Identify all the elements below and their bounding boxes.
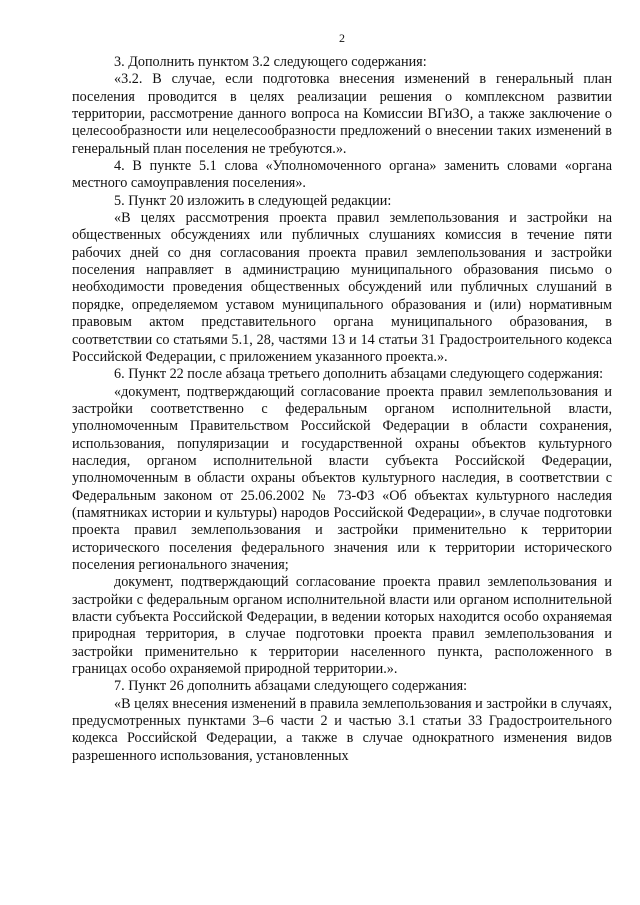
paragraph-item-3-2-quote: «3.2. В случае, если подготовка внесения изменений в генеральный план поселения проводится в целях реализации решения о комплексном развитии территории, рассмотрение данного вопроса на Комиссии ВГиЗО, а также заключение о целесообразности или нецелесообразности предложений о внесении таких изменений в генеральный план поселения не требуются.». <box>72 71 612 157</box>
paragraph-item-4: 4. В пункте 5.1 слова «Уполномоченного органа» заменить словами «органа местного самоуправления поселения». <box>72 158 612 192</box>
paragraph-item-3: 3. Дополнить пунктом 3.2 следующего содержания: <box>114 54 427 70</box>
paragraph-item-7: 7. Пункт 26 дополнить абзацами следующего содержания: <box>114 678 468 695</box>
page-number: 2 <box>339 31 345 45</box>
paragraph-item-7-quote: «В целях внесения изменений в правила землепользования и застройки в случаях, предусмотренных пунктами 3–6 части 2 и частью 3.1 статьи 33 Градостроительного кодекса Российской Федерации, а также в случае однократного изменения видов разрешенного использования, установленных <box>72 695 612 764</box>
paragraph-item-5: 5. Пункт 20 изложить в следующей редакции: <box>114 192 392 209</box>
paragraph-item-6: 6. Пункт 22 после абзаца третьего дополнить абзацами следующего содержания: <box>114 366 604 383</box>
paragraph-item-6-quote-1: «документ, подтверждающий согласование проекта правил землепользования и застройки соответственно с федеральным органом исполнительной власти, уполномоченным Правительством Российской Федерации в области сохранения, использования, популяризации и государственной охраны объектов культурного наследия, органом исполнительной власти субъекта Российской Федерации, уполномоченным в области охраны объектов культурного наследия, в соответствии с Федеральным законом от 25.06.2002 № 73-ФЗ «Об объектах культурного наследия (памятниках истории и культуры) народов Российской Федерации», в случае подготовки проекта правил землепользования и застройки применительно к территории исторического поселения федерального значения или к территории исторического поселения регионального значения; <box>72 383 612 573</box>
paragraph-item-5-quote: «В целях рассмотрения проекта правил землепользования и застройки на общественных обсуждениях или публичных слушаниях комиссия в течение пяти рабочих дней со дня согласования проекта правил землепользования и застройки поселения направляет в администрацию муниципального образования письмо о необходимости проведения общественных обсуждений или публичных слушаний в порядке, определяемом уставом муниципального образования и (или) нормативным правовым актом представительного органа муниципального образования, в соответствии со статьями 5.1, 28, частями 13 и 14 статьи 31 Градостроительного кодекса Российской Федерации, с приложением указанного проекта.». <box>72 210 612 365</box>
paragraph-item-6-quote-2: документ, подтверждающий согласование проекта правил землепользования и застройки с федеральным органом исполнительной власти или органом исполнительной власти субъекта Российской Федерации, в ведении которых находится особо охраняемая природная территория, в случае подготовки проекта правил землепользования и застройки применительно к территории населенного пункта, расположенного в границах особо охраняемой природной территории.». <box>72 574 612 678</box>
document-page <box>72 30 612 765</box>
